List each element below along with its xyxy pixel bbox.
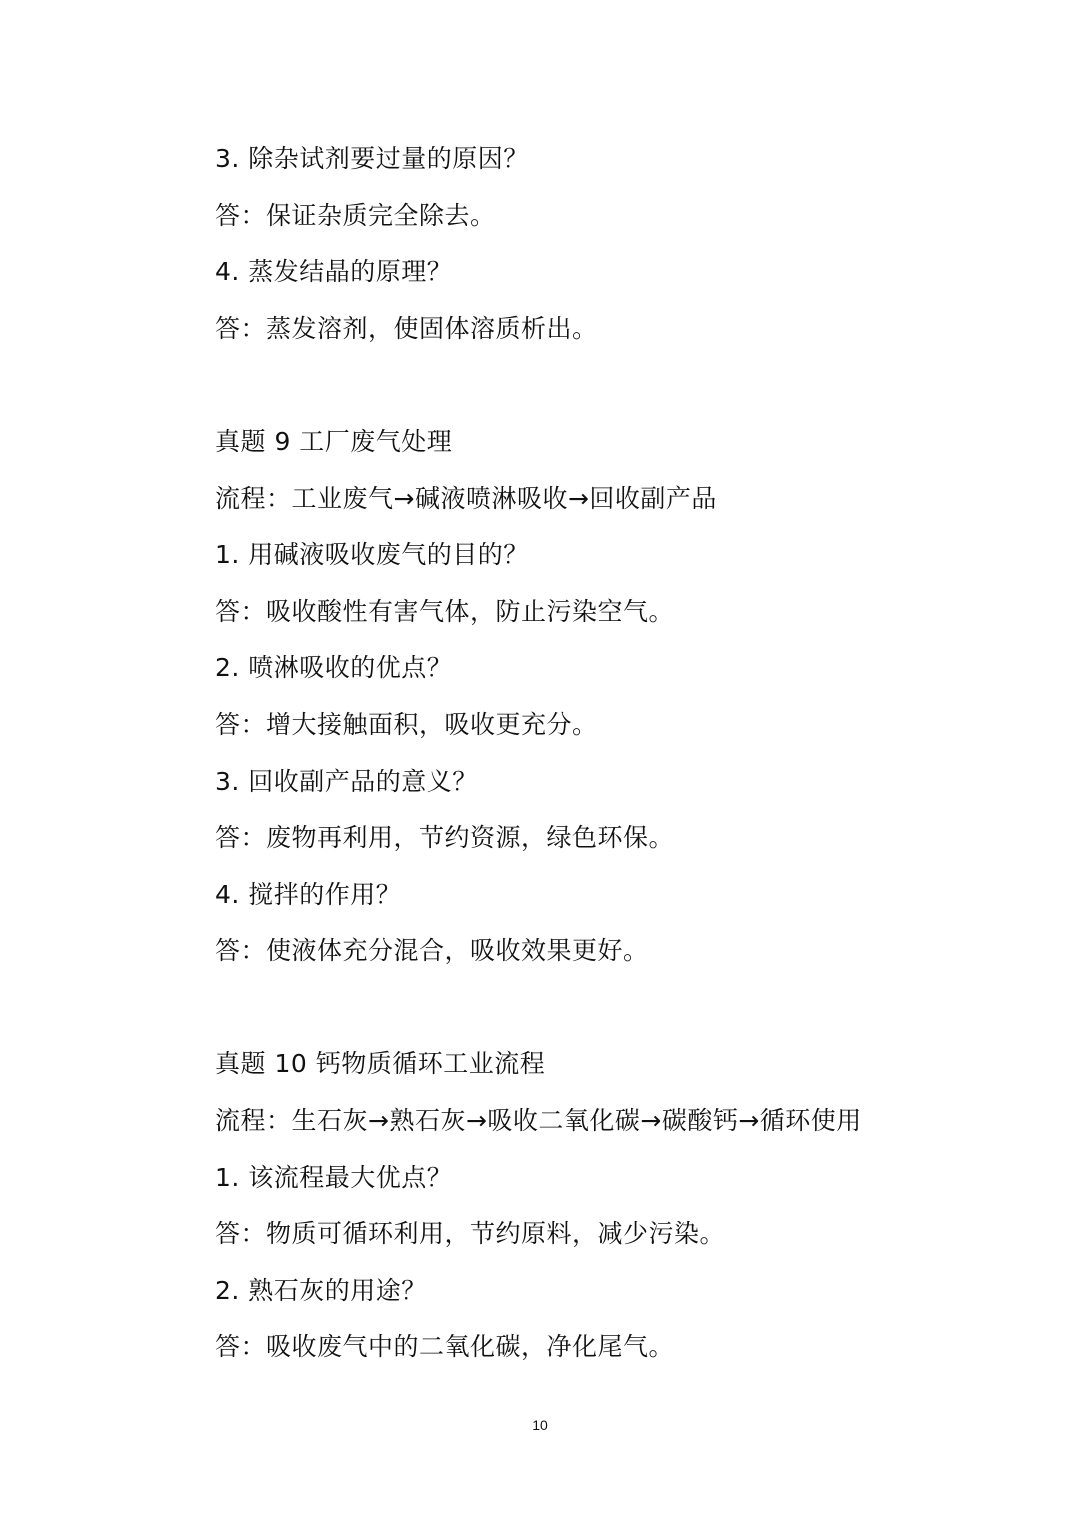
question-1-exam-10: 1. 该流程最大优点？ <box>215 1163 453 1192</box>
answer-2-exam-10: 答：吸收废气中的二氧化碳，净化尾气。 <box>215 1332 675 1361</box>
page-number: 10 <box>532 1417 548 1433</box>
question-2-exam-10: 2. 熟石灰的用途？ <box>215 1276 427 1305</box>
answer-3-impurity-reagent: 答：保证杂质完全除去。 <box>215 201 496 230</box>
answer-4-exam-9: 答：使液体充分混合，吸收效果更好。 <box>215 936 649 965</box>
question-3-exam-9: 3. 回收副产品的意义？ <box>215 767 478 796</box>
question-2-exam-9: 2. 喷淋吸收的优点？ <box>215 653 453 682</box>
question-1-exam-9: 1. 用碱液吸收废气的目的？ <box>215 540 529 569</box>
answer-1-exam-9: 答：吸收酸性有害气体，防止污染空气。 <box>215 597 675 626</box>
section-heading-exam-9: 真题 9 工厂废气处理 <box>215 427 453 456</box>
process-flow-exam-10: 流程：生石灰→熟石灰→吸收二氧化碳→碳酸钙→循环使用 <box>215 1106 862 1135</box>
question-4-evaporation: 4. 蒸发结晶的原理？ <box>215 257 453 286</box>
question-3-impurity-reagent: 3. 除杂试剂要过量的原因？ <box>215 144 529 173</box>
answer-4-evaporation: 答：蒸发溶剂，使固体溶质析出。 <box>215 314 598 343</box>
process-flow-exam-9: 流程：工业废气→碱液喷淋吸收→回收副产品 <box>215 484 717 513</box>
answer-2-exam-9: 答：增大接触面积，吸收更充分。 <box>215 710 598 739</box>
section-heading-exam-10: 真题 10 钙物质循环工业流程 <box>215 1049 546 1078</box>
question-4-exam-9: 4. 搅拌的作用？ <box>215 880 402 909</box>
answer-1-exam-10: 答：物质可循环利用，节约原料，减少污染。 <box>215 1219 726 1248</box>
answer-3-exam-9: 答：废物再利用，节约资源，绿色环保。 <box>215 823 675 852</box>
